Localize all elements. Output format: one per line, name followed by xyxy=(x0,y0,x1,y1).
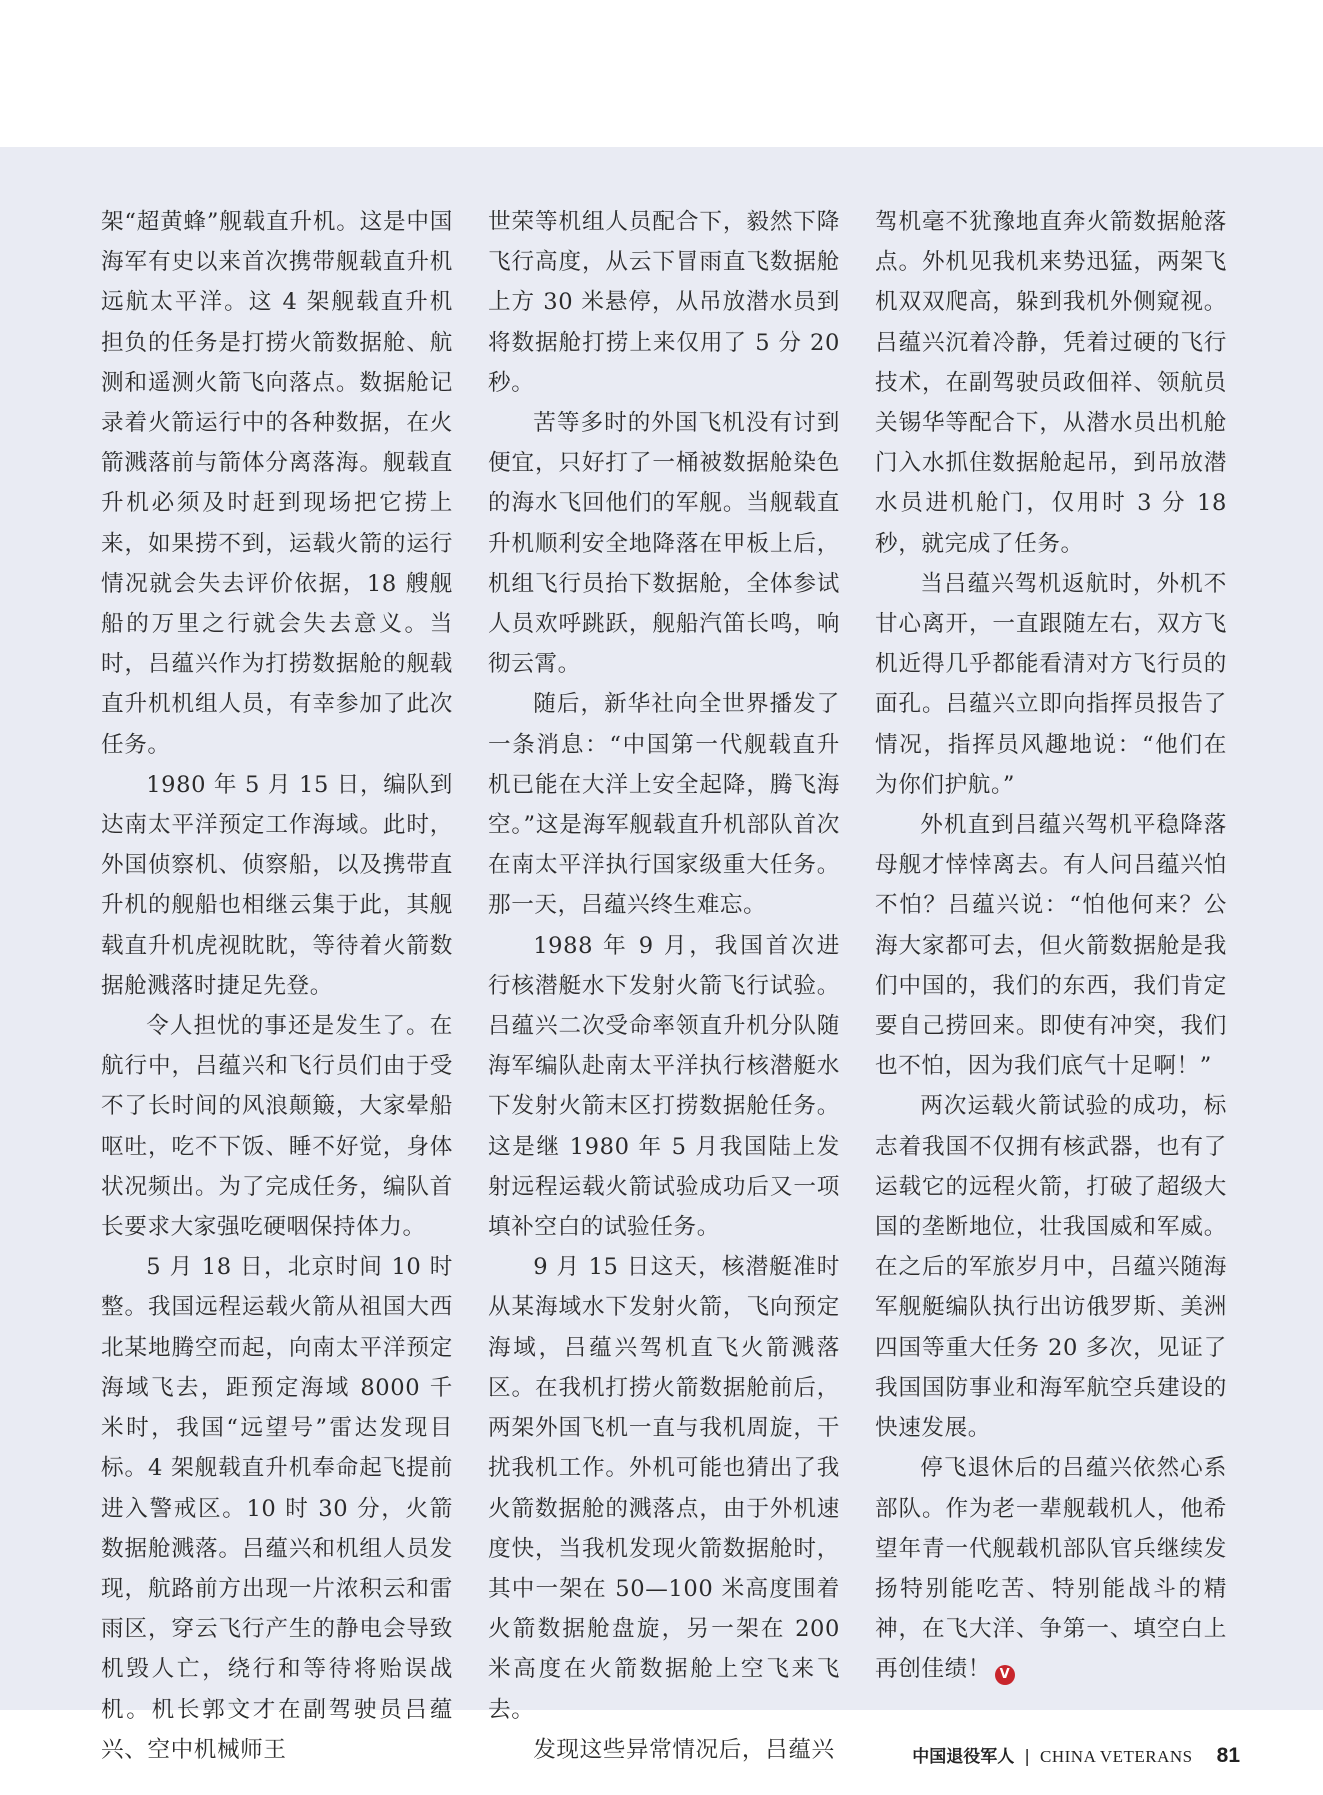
paragraph xyxy=(875,805,1227,1086)
paragraph xyxy=(488,1730,840,1770)
paragraph xyxy=(101,1006,453,1247)
page-footer xyxy=(912,1742,1240,1768)
paragraph-text: 世荣等机组人员配合下，毅然下降飞行高度，从云下冒雨直飞数据舱上方 30 米悬停，从吊放潜水员到将数据舱打捞上来仅用了 5 分 20 秒。 xyxy=(488,209,840,396)
magazine-name-en: CHINA VETERANS xyxy=(1040,1747,1193,1766)
paragraph xyxy=(488,202,840,403)
paragraph xyxy=(488,403,840,684)
paragraph-text: 架“超黄蜂”舰载直升机。这是中国海军有史以来首次携带舰载直升机远航太平洋。这 4 架舰载直升机担负的任务是打捞火箭数据舱、航测和遥测火箭飞向落点。数据舱记录着火箭运行中的各种数据，在火箭溅落前与箭体分离落海。舰载直升机必须及时赶到现场把它捞上来，如果捞不到，运载火箭的运行情况就会失去评价依据，18 艘舰船的万里之行就会失去意义。当时，吕蕴兴作为打捞数据舱的舰载直升机机组人员，有幸参加了此次任务。 xyxy=(101,209,453,758)
paragraph xyxy=(101,1247,453,1770)
paragraph-text: 苦等多时的外国飞机没有讨到便宜，只好打了一桶被数据舱染色的海水飞回他们的军舰。当舰载直升机顺利安全地降落在甲板上后，机组飞行员抬下数据舱，全体参试人员欢呼跳跃，舰船汽笛长鸣，响彻云霄。 xyxy=(488,410,840,678)
paragraph-text: 1988 年 9 月，我国首次进行核潜艇水下发射火箭飞行试验。吕蕴兴二次受命率领直升机分队随海军编队赴南太平洋执行核潜艇水下发射火箭末区打捞数据舱任务。这是继 1980 年 5 月我国陆上发射远程运载火箭试验成功后又一项填补空白的试验任务。 xyxy=(488,932,840,1241)
paragraph xyxy=(488,926,840,1248)
footer-separator: | xyxy=(1024,1747,1031,1767)
paragraph xyxy=(488,1247,840,1729)
paragraph xyxy=(875,1448,1227,1689)
paragraph-text: 当吕蕴兴驾机返航时，外机不甘心离开，一直跟随左右，双方飞机近得几乎都能看清对方飞行员的面孔。吕蕴兴立即向指挥员报告了情况，指挥员风趣地说：“他们在为你们护航。” xyxy=(875,570,1227,798)
paragraph-text: 发现这些异常情况后，吕蕴兴 xyxy=(533,1736,835,1763)
text-column-2 xyxy=(488,202,840,1770)
paragraph-text: 5 月 18 日，北京时间 10 时整。我国远程运载火箭从祖国大西北某地腾空而起，向南太平洋预定海域飞去，距预定海域 8000 千米时，我国“远望号”雷达发现目标。4 架舰载直升机奉命起飞提前进入警戒区。10 时 30 分，火箭数据舱溅落。吕蕴兴和机组人员发现，航路前方出现一片浓积云和雷雨区，穿云飞行产生的静电会导致机毁人亡，绕行和等待将贻误战机。机长郭文才在副驾驶员吕蕴兴、空中机械师王 xyxy=(101,1254,453,1763)
paragraph-text: 1980 年 5 月 15 日，编队到达南太平洋预定工作海域。此时，外国侦察机、侦察船，以及携带直升机的舰船也相继云集于此，其舰载直升机虎视眈眈，等待着火箭数据舱溅落时捷足先登。 xyxy=(101,771,453,999)
paragraph-text: 驾机毫不犹豫地直奔火箭数据舱落点。外机见我机来势迅猛，两架飞机双双爬高，躲到我机外侧窥视。吕蕴兴沉着冷静，凭着过硬的飞行技术，在副驾驶员政佃祥、领航员关锡华等配合下，从潜水员出机舱门入水抓住数据舱起吊，到吊放潜水员进机舱门，仅用时 3 分 18 秒，就完成了任务。 xyxy=(875,209,1227,557)
paragraph xyxy=(101,202,453,765)
paragraph xyxy=(875,1086,1227,1448)
magazine-name-cn: 中国退役军人 xyxy=(912,1747,1015,1767)
page-number: 81 xyxy=(1216,1744,1240,1767)
text-column-1 xyxy=(101,202,453,1770)
paragraph xyxy=(875,202,1227,564)
paragraph xyxy=(875,564,1227,805)
paragraph-text: 令人担忧的事还是发生了。在航行中，吕蕴兴和飞行员们由于受不了长时间的风浪颠簸，大家晕船呕吐，吃不下饭、睡不好觉，身体状况频出。为了完成任务，编队首长要求大家强吃硬咽保持体力。 xyxy=(101,1013,453,1241)
paragraph-text: 停飞退休后的吕蕴兴依然心系部队。作为老一辈舰载机人，他希望年青一代舰载机部队官兵继续发扬特别能吃苦、特别能战斗的精神，在飞大洋、争第一、填空白上再创佳绩！ xyxy=(875,1455,1227,1683)
paragraph xyxy=(101,765,453,1006)
paragraph-text: 9 月 15 日这天，核潜艇准时从某海域水下发射火箭，飞向预定海域，吕蕴兴驾机直飞火箭溅落区。在我机打捞火箭数据舱前后，两架外国飞机一直与我机周旋，干扰我机工作。外机可能也猜出了我火箭数据舱的溅落点，由于外机速度快，当我机发现火箭数据舱时，其中一架在 50—100 米高度围着火箭数据舱盘旋，另一架在 200 米高度在火箭数据舱上空飞来飞去。 xyxy=(488,1254,840,1723)
paragraph-text: 外机直到吕蕴兴驾机平稳降落母舰才悻悻离去。有人问吕蕴兴怕不怕？吕蕴兴说：“怕他何来？公海大家都可去，但火箭数据舱是我们中国的，我们的东西，我们肯定要自己捞回来。即使有冲突，我们也不怕，因为我们底气十足啊！” xyxy=(875,812,1227,1080)
paragraph-text: 两次运载火箭试验的成功，标志着我国不仅拥有核武器，也有了运载它的远程火箭，打破了超级大国的垄断地位，壮我国威和军威。在之后的军旅岁月中，吕蕴兴随海军舰艇编队执行出访俄罗斯、美洲四国等重大任务 20 多次，见证了我国国防事业和海军航空兵建设的快速发展。 xyxy=(875,1093,1227,1442)
article-end-icon: V xyxy=(995,1665,1015,1685)
paragraph-text: 随后，新华社向全世界播发了一条消息：“中国第一代舰载直升机已能在大洋上安全起降，腾飞海空。”这是海军舰载直升机部队首次在南太平洋执行国家级重大任务。那一天，吕蕴兴终生难忘。 xyxy=(488,691,840,919)
paragraph xyxy=(488,684,840,925)
text-column-3 xyxy=(875,202,1227,1690)
